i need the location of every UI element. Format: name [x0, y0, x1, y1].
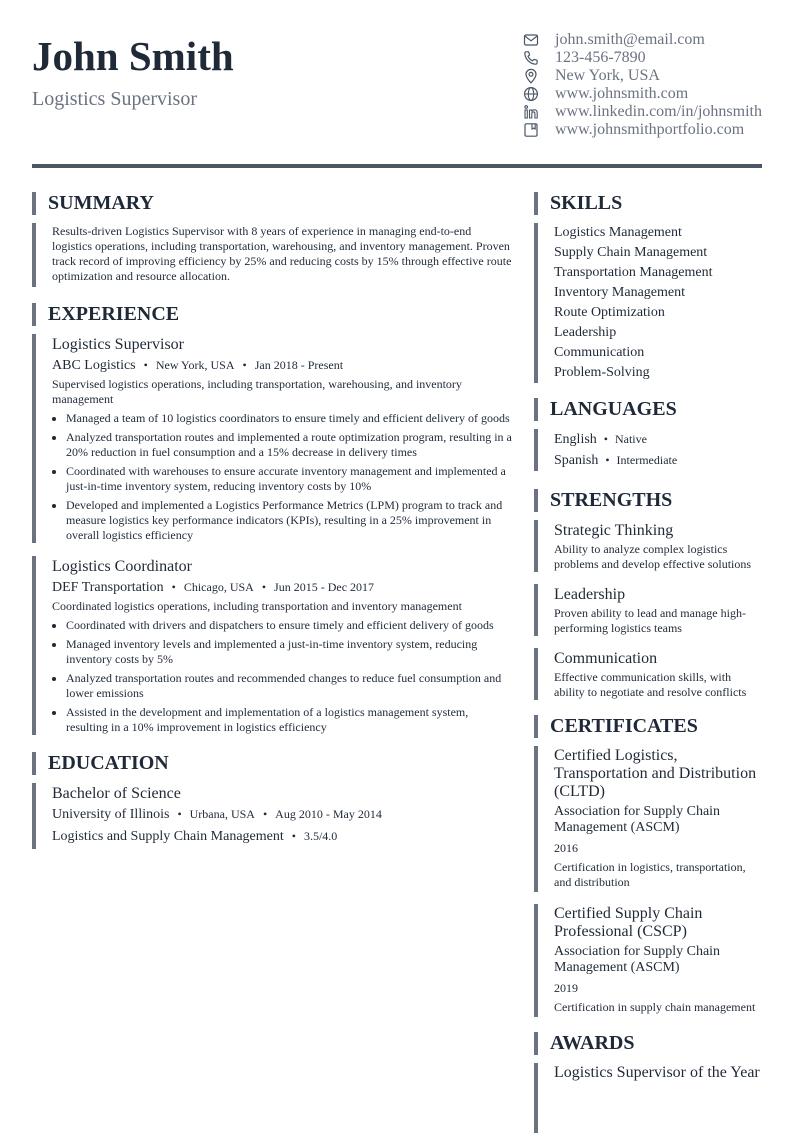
certificate-desc: Certification in supply chain management [554, 1000, 756, 1014]
phone-icon [522, 50, 539, 66]
summary-heading-text: SUMMARY [48, 192, 154, 214]
certificate-year: 2016 [554, 841, 578, 855]
skill-item: Transportation Management [554, 265, 713, 280]
contact-linkedin-text: www.linkedin.com/in/johnsmith [555, 103, 762, 120]
certificate-year: 2019 [554, 981, 578, 995]
language-name: Spanish [554, 453, 599, 468]
language-item: Spanish • Intermediate [554, 453, 678, 468]
certificate-org: Association for Supply Chain Management (ASCM) [554, 804, 721, 835]
job-title: Logistics Coordinator [52, 558, 192, 575]
job-title-subtitle: Logistics Supervisor [32, 88, 197, 110]
contact-phone-text: 123-456-7890 [555, 49, 646, 66]
job-dates: Jan 2018 - Present [254, 358, 344, 372]
section-accent-bar [32, 752, 36, 775]
strength-desc: Ability to analyze complex logistics problems and develop effective solutions [554, 542, 752, 571]
job-bullet: • Managed a team of 10 logistics coordinators to ensure timely and efficient delivery of goods [66, 411, 512, 426]
skill-item: Inventory Management [554, 285, 686, 300]
job-location: Chicago, USA [183, 580, 254, 594]
education-heading-text: EDUCATION [48, 752, 169, 774]
header-divider [32, 164, 762, 168]
certificate-item [534, 746, 762, 892]
contact-portfolio[interactable] [522, 121, 782, 139]
job-bullet: • Analyzed transportation routes and recommended changes to reduce fuel consumption and lower emissions [66, 671, 512, 701]
job-title: Logistics Supervisor [52, 336, 184, 353]
awards-heading [534, 1032, 762, 1055]
job-bullet: • Analyzed transportation routes and implemented a route optimization program, resulting in a 20% reduction in fuel consumption and a 15% decrease in delivery times [66, 430, 512, 460]
job-bullets [52, 618, 512, 735]
certificate-desc: Certification in logistics, transportation, and distribution [554, 860, 746, 889]
main-column [32, 192, 512, 849]
skill-item: Supply Chain Management [554, 245, 708, 260]
skills-heading [534, 192, 762, 215]
language-level: Intermediate [616, 453, 678, 467]
job-entry [32, 556, 512, 735]
job-bullet: • Coordinated with drivers and dispatchers to ensure timely and efficient delivery of goods [66, 618, 512, 633]
languages-list [534, 429, 762, 471]
job-bullet: • Coordinated with warehouses to ensure accurate inventory management and implemented a just-in-time inventory system, reducing inventory costs by 10% [66, 464, 512, 494]
languages-heading [534, 398, 762, 421]
summary-block [32, 223, 512, 287]
job-company: ABC Logistics [52, 358, 136, 373]
language-name: English [554, 432, 597, 447]
job-meta: DEF Transportation • Chicago, USA • Jun 2015 - Dec 2017 [52, 580, 375, 595]
education-heading [32, 752, 512, 775]
job-location: New York, USA [155, 358, 235, 372]
job-bullets [52, 411, 512, 543]
section-accent-bar [534, 489, 538, 512]
languages-heading-text: LANGUAGES [550, 398, 677, 420]
sidebar-column [534, 192, 762, 1133]
education-entry [32, 783, 512, 849]
job-meta: ABC Logistics • New York, USA • Jan 2018 - Present [52, 358, 344, 373]
strength-desc: Effective communication skills, with ability to negotiate and resolve conflicts [554, 670, 747, 699]
section-accent-bar [534, 192, 538, 215]
contact-portfolio-text: www.johnsmithportfolio.com [555, 121, 745, 138]
job-entry [32, 334, 512, 543]
experience-heading-text: EXPERIENCE [48, 303, 180, 325]
globe-icon [522, 86, 539, 102]
strength-title: Strategic Thinking [554, 522, 674, 539]
section-accent-bar [32, 303, 36, 326]
strength-item [534, 648, 762, 700]
certificates-heading [534, 715, 762, 738]
strength-desc: Proven ability to lead and manage high-performing logistics teams [554, 606, 746, 635]
award-item: Logistics Supervisor of the Year [554, 1064, 760, 1081]
certificate-title: Certified Logistics, Transportation and Distribution (CLTD) [554, 747, 757, 800]
section-accent-bar [32, 192, 36, 215]
education-dates: Aug 2010 - May 2014 [275, 807, 382, 821]
language-item: English • Native [554, 432, 647, 447]
skill-item: Logistics Management [554, 225, 682, 240]
certificate-org: Association for Supply Chain Management (ASCM) [554, 944, 721, 975]
experience-heading [32, 303, 512, 326]
job-description: Coordinated logistics operations, including transportation and inventory management [52, 599, 462, 613]
strength-item [534, 584, 762, 636]
job-bullet: • Assisted in the development and implementation of a logistics management system, resulting in a 10% improvement in logistics efficiency [66, 705, 512, 735]
resume-name: John Smith [32, 33, 234, 79]
education-field-row: Logistics and Supply Chain Management • 3.5/4.0 [52, 829, 338, 844]
section-accent-bar [534, 398, 538, 421]
summary-heading [32, 192, 512, 215]
skill-item: Leadership [554, 325, 617, 340]
contact-list [522, 31, 782, 139]
contact-location-text: New York, USA [555, 67, 660, 84]
job-dates: Jun 2015 - Dec 2017 [274, 580, 375, 594]
strength-item [534, 520, 762, 572]
awards-heading-text: AWARDS [550, 1032, 635, 1054]
skills-list [534, 223, 762, 383]
certificate-title: Certified Supply Chain Professional (CSCP) [554, 905, 703, 940]
strength-title: Leadership [554, 586, 626, 603]
school-location: Urbana, USA [189, 807, 255, 821]
mail-icon [522, 32, 539, 48]
location-pin-icon [522, 68, 539, 84]
certificate-item [534, 904, 762, 1017]
section-accent-bar [534, 715, 538, 738]
contact-website-text: www.johnsmith.com [555, 85, 689, 102]
contact-phone[interactable] [522, 49, 782, 67]
strengths-heading [534, 489, 762, 512]
summary-text: Results-driven Logistics Supervisor with 8 years of experience in managing end-to-end logistics operations, including transportation, warehousing, and inventory management. Proven track record of improving efficiency by 25% and reducing costs by 15% through effective route optimization and resource allocation. [52, 224, 512, 283]
job-description: Supervised logistics operations, including transportation, warehousing, and inventory management [52, 377, 462, 406]
job-bullet: • Managed inventory levels and implemented a just-in-time inventory system, reducing inventory costs by 5% [66, 637, 512, 667]
language-level: Native [614, 432, 647, 446]
contact-linkedin[interactable] [522, 103, 782, 121]
contact-website[interactable] [522, 85, 782, 103]
certificates-heading-text: CERTIFICATES [550, 715, 698, 737]
degree: Bachelor of Science [52, 785, 181, 802]
job-company: DEF Transportation [52, 580, 164, 595]
section-accent-bar [534, 1032, 538, 1055]
skill-item: Problem-Solving [554, 365, 650, 380]
contact-email[interactable] [522, 31, 782, 49]
education-meta: University of Illinois • Urbana, USA • Aug 2010 - May 2014 [52, 807, 382, 822]
gpa: 3.5/4.0 [303, 829, 338, 843]
portfolio-icon [522, 122, 539, 138]
contact-location [522, 67, 782, 85]
strengths-heading-text: STRENGTHS [550, 489, 673, 511]
strength-title: Communication [554, 650, 658, 667]
job-bullet: • Developed and implemented a Logistics Performance Metrics (LPM) program to track and measure logistics key performance indicators (KPIs), resulting in a 25% improvement in overall logistics efficiency [66, 498, 512, 543]
skill-item: Route Optimization [554, 305, 665, 320]
skill-item: Communication [554, 345, 645, 360]
school: University of Illinois [52, 807, 170, 822]
contact-email-text: john.smith@email.com [555, 31, 705, 48]
linkedin-icon [522, 104, 539, 120]
skills-heading-text: SKILLS [550, 192, 623, 214]
field-of-study: Logistics and Supply Chain Management [52, 829, 284, 844]
